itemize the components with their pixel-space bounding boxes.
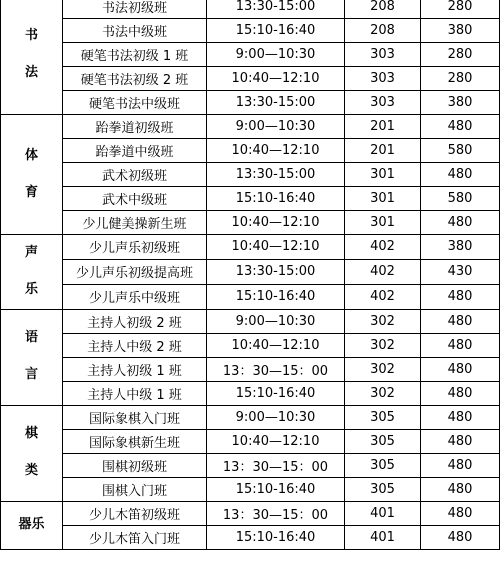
fee-cell: 280 — [421, 43, 500, 67]
fee-cell: 280 — [421, 0, 500, 19]
fee-cell: 480 — [421, 405, 500, 429]
course-name-cell: 少儿健美操新生班 — [63, 211, 207, 235]
class-time-cell: 15:10-16:40 — [207, 284, 345, 309]
category-cell — [1, 235, 63, 310]
category-label: 书 — [24, 27, 38, 43]
class-time-cell: 15:10-16:40 — [207, 477, 345, 501]
fee-cell: 430 — [421, 259, 500, 284]
table-row — [1, 211, 500, 235]
table-row — [1, 163, 500, 187]
course-name-cell: 主持人初级 2 班 — [63, 309, 207, 333]
table-row — [1, 139, 500, 163]
category-label: 声 — [24, 245, 38, 260]
course-name-cell: 国际象棋新生班 — [63, 429, 207, 453]
class-time-cell: 13:30-15:00 — [207, 163, 345, 187]
class-time-cell: 13：30—15：00 — [207, 357, 345, 381]
course-name-cell: 少儿声乐中级班 — [63, 284, 207, 309]
table-row — [1, 357, 500, 381]
room-number-cell: 302 — [345, 309, 421, 333]
room-number-cell: 305 — [345, 477, 421, 501]
class-time-cell: 13：30—15：00 — [207, 453, 345, 477]
course-name-cell: 硬笔书法初级 1 班 — [63, 43, 207, 67]
room-number-cell: 201 — [345, 115, 421, 139]
fee-cell: 480 — [421, 429, 500, 453]
fee-cell: 480 — [421, 453, 500, 477]
course-name-cell: 少儿木笛入门班 — [63, 525, 207, 549]
class-time-cell: 10:40—12:10 — [207, 211, 345, 235]
course-name-cell: 国际象棋入门班 — [63, 405, 207, 429]
fee-cell: 480 — [421, 357, 500, 381]
table-row — [1, 67, 500, 91]
table-row — [1, 381, 500, 405]
table-row — [1, 405, 500, 429]
class-time-cell: 9:00—10:30 — [207, 43, 345, 67]
room-number-cell: 402 — [345, 284, 421, 309]
course-name-cell: 书法中级班 — [63, 19, 207, 43]
room-number-cell: 305 — [345, 405, 421, 429]
fee-cell: 480 — [421, 115, 500, 139]
fee-cell: 480 — [421, 211, 500, 235]
fee-cell: 580 — [421, 187, 500, 211]
class-time-cell: 10:40—12:10 — [207, 139, 345, 163]
room-number-cell: 303 — [345, 67, 421, 91]
category-label: 体 — [24, 147, 38, 163]
table-row — [1, 43, 500, 67]
class-time-cell: 10:40—12:10 — [207, 67, 345, 91]
class-time-cell: 10:40—12:10 — [207, 429, 345, 453]
fee-cell: 480 — [421, 309, 500, 333]
table-row — [1, 333, 500, 357]
table-row — [1, 235, 500, 260]
room-number-cell: 303 — [345, 43, 421, 67]
class-time-cell: 15:10-16:40 — [207, 381, 345, 405]
class-time-cell: 9:00—10:30 — [207, 405, 345, 429]
class-time-cell: 13：30—15：00 — [207, 501, 345, 525]
class-time-cell: 15:10-16:40 — [207, 187, 345, 211]
fee-cell: 480 — [421, 477, 500, 501]
table-row — [1, 525, 500, 549]
table-row — [1, 309, 500, 333]
fee-cell: 480 — [421, 525, 500, 549]
class-time-cell: 15:10-16:40 — [207, 525, 345, 549]
room-number-cell: 305 — [345, 429, 421, 453]
course-name-cell: 武术初级班 — [63, 163, 207, 187]
course-name-cell: 主持人中级 1 班 — [63, 381, 207, 405]
category-label: 器乐 — [18, 516, 45, 532]
fee-cell: 380 — [421, 235, 500, 260]
fee-cell: 280 — [421, 67, 500, 91]
category-label: 乐 — [24, 281, 38, 297]
course-name-cell: 硬笔书法初级 2 班 — [63, 67, 207, 91]
category-cell — [1, 309, 63, 405]
table-row — [1, 19, 500, 43]
category-cell — [1, 115, 63, 235]
fee-cell: 380 — [421, 91, 500, 115]
table-row — [1, 115, 500, 139]
fee-cell: 380 — [421, 19, 500, 43]
fee-cell: 480 — [421, 333, 500, 357]
table-row — [1, 284, 500, 309]
table-row — [1, 501, 500, 525]
class-time-cell: 9:00—10:30 — [207, 115, 345, 139]
category-cell — [1, 501, 63, 549]
course-name-cell: 武术中级班 — [63, 187, 207, 211]
class-time-cell: 9:00—10:30 — [207, 309, 345, 333]
category-label: 法 — [24, 64, 38, 80]
table-row — [1, 0, 500, 19]
class-time-cell: 10:40—12:10 — [207, 235, 345, 260]
category-cell — [1, 405, 63, 501]
room-number-cell: 401 — [345, 525, 421, 549]
category-label: 言 — [24, 367, 38, 383]
course-name-cell: 围棋入门班 — [63, 477, 207, 501]
room-number-cell: 401 — [345, 501, 421, 525]
table-row — [1, 91, 500, 115]
category-label: 类 — [24, 463, 38, 479]
course-name-cell: 少儿木笛初级班 — [63, 501, 207, 525]
course-schedule-body — [1, 0, 500, 549]
course-name-cell: 跆拳道初级班 — [63, 115, 207, 139]
room-number-cell: 305 — [345, 453, 421, 477]
room-number-cell: 301 — [345, 163, 421, 187]
fee-cell: 480 — [421, 284, 500, 309]
room-number-cell: 208 — [345, 19, 421, 43]
category-cell — [1, 0, 63, 115]
class-time-cell: 13:30-15:00 — [207, 259, 345, 284]
course-name-cell: 围棋初级班 — [63, 453, 207, 477]
fee-cell: 580 — [421, 139, 500, 163]
room-number-cell: 303 — [345, 91, 421, 115]
course-name-cell: 跆拳道中级班 — [63, 139, 207, 163]
fee-cell: 480 — [421, 381, 500, 405]
course-name-cell: 主持人中级 2 班 — [63, 333, 207, 357]
room-number-cell: 301 — [345, 211, 421, 235]
course-name-cell: 书法初级班 — [63, 0, 207, 19]
room-number-cell: 402 — [345, 235, 421, 260]
class-time-cell: 15:10-16:40 — [207, 19, 345, 43]
room-number-cell: 402 — [345, 259, 421, 284]
category-label: 语 — [24, 330, 38, 346]
table-row — [1, 477, 500, 501]
course-name-cell: 少儿声乐初级班 — [63, 235, 207, 260]
fee-cell: 480 — [421, 501, 500, 525]
table-row — [1, 429, 500, 453]
room-number-cell: 201 — [345, 139, 421, 163]
room-number-cell: 302 — [345, 333, 421, 357]
class-time-cell: 13:30-15:00 — [207, 91, 345, 115]
room-number-cell: 302 — [345, 381, 421, 405]
course-name-cell: 硬笔书法中级班 — [63, 91, 207, 115]
course-name-cell: 主持人初级 1 班 — [63, 357, 207, 381]
class-time-cell: 13:30-15:00 — [207, 0, 345, 19]
category-label: 育 — [24, 184, 38, 200]
room-number-cell: 301 — [345, 187, 421, 211]
room-number-cell: 208 — [345, 0, 421, 19]
category-label: 棋 — [24, 426, 38, 442]
table-row — [1, 453, 500, 477]
table-row — [1, 259, 500, 284]
table-row — [1, 187, 500, 211]
course-name-cell: 少儿声乐初级提高班 — [63, 259, 207, 284]
room-number-cell: 302 — [345, 357, 421, 381]
fee-cell: 480 — [421, 163, 500, 187]
class-time-cell: 10:40—12:10 — [207, 333, 345, 357]
